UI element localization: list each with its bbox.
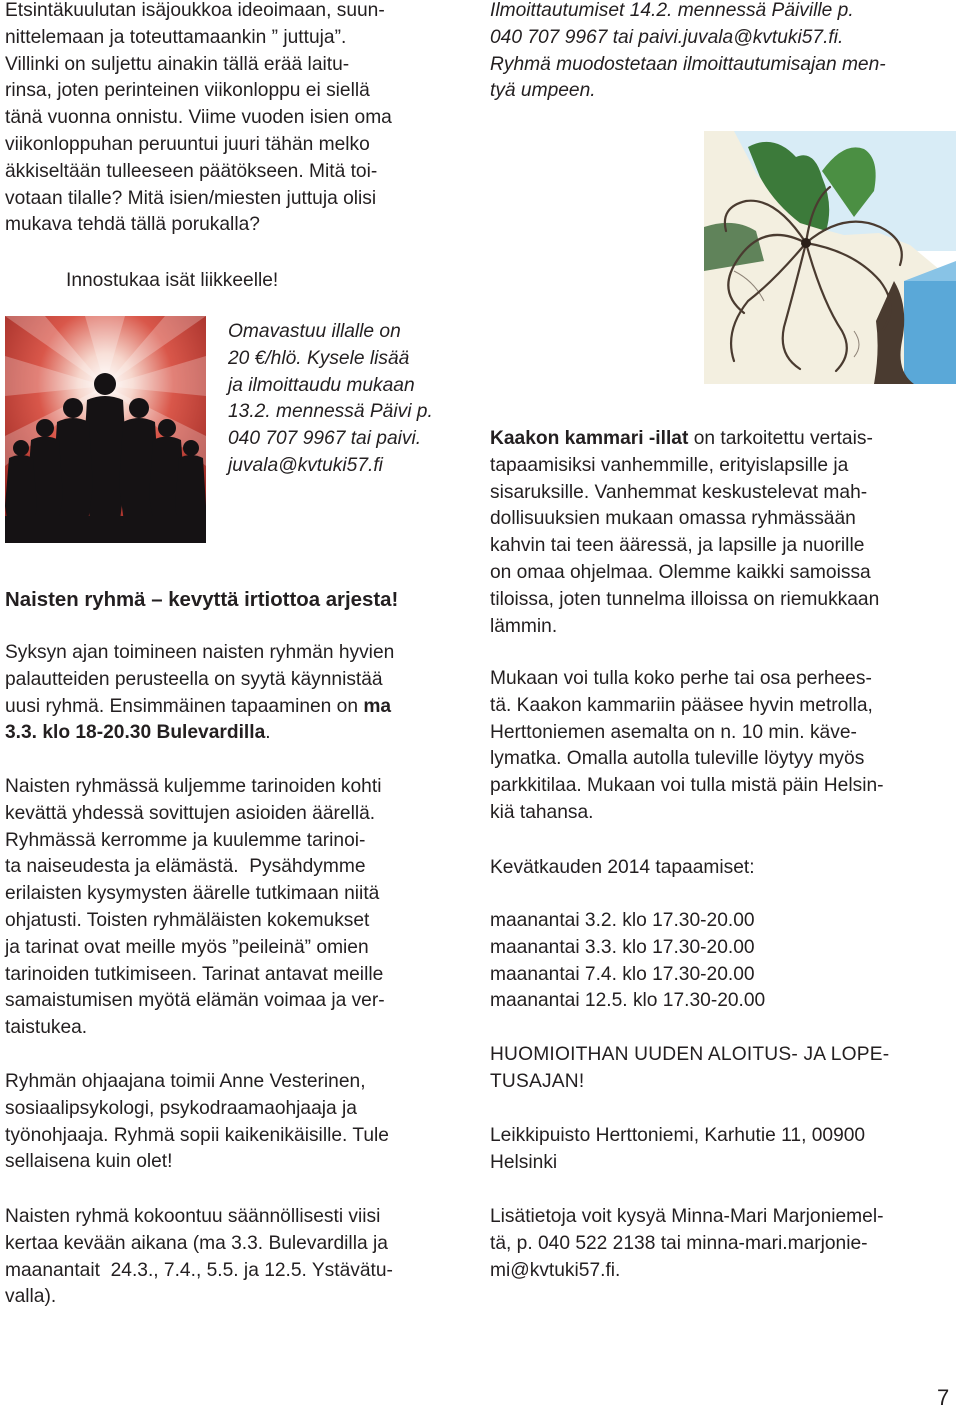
text-line: työnohjaaja. Ryhmä sopii kaikenikäisille. Tule	[5, 1124, 389, 1146]
text-line: on omaa ohjelmaa. Olemme kaikki samoissa	[490, 561, 871, 583]
text-line: Omavastuu illalle on	[228, 321, 401, 342]
text-line: Helsinki	[490, 1151, 558, 1173]
text-line: Villinki on suljettu ainakin tällä erää laitu-	[5, 53, 350, 75]
women-group-paragraph-1	[5, 640, 394, 747]
text-line: Ryhmä muodostetaan ilmoittautumisajan men-	[490, 53, 886, 75]
text-line: Leikkipuisto Herttoniemi, Karhutie 11, 00900	[490, 1125, 866, 1146]
schedule-item: maanantai 3.2. klo 17.30-20.00	[490, 910, 755, 931]
fathers-evening-info	[228, 319, 433, 480]
text-line: mukava tehdä tällä porukalla?	[5, 214, 260, 236]
text-line: tiloissa, joten tunnelma illoissa on riemukkaan	[490, 588, 880, 610]
text-line: dollisuuksien mukaan omassa ryhmässään	[490, 508, 856, 530]
text-line: palautteiden perusteella on syytä käynnistää	[5, 668, 383, 690]
text-line: TUSAJAN!	[490, 1070, 585, 1092]
text-line: Herttoniemen asemalta on n. 10 min. käve-	[490, 721, 857, 743]
text-line: tapaamisiksi vanhemmille, erityislapsille ja	[490, 454, 849, 476]
octopus-cliff-illustration	[704, 131, 956, 384]
women-group-paragraph-4	[5, 1204, 393, 1311]
address	[490, 1123, 865, 1177]
intro-paragraph	[5, 0, 392, 239]
women-group-heading: Naisten ryhmä – kevyttä irtiottoa arjesta!	[5, 589, 399, 611]
kaakon-kammari-paragraph	[490, 426, 879, 640]
text-span: on tarkoitettu vertais-	[688, 428, 873, 449]
first-meeting-day: ma	[363, 695, 392, 717]
text-line: tyä umpeen.	[490, 80, 596, 102]
text-line: votaan tilalle? Mitä isien/miesten juttuja olisi	[5, 187, 377, 209]
text-line: 20 €/hlö. Kysele lisää	[228, 347, 410, 369]
schedule-list	[490, 908, 765, 1015]
schedule-item: maanantai 7.4. klo 17.30-20.00	[490, 963, 755, 985]
text-line	[5, 694, 394, 721]
text-line: Ilmoittautumiset 14.2. mennessä Päiville p.	[490, 0, 854, 21]
text-line	[490, 426, 879, 453]
text-line: lymatka. Omalla autolla tuleville löytyy myös	[490, 748, 865, 770]
schedule-item: maanantai 12.5. klo 17.30-20.00	[490, 990, 766, 1012]
text-line: Etsintäkuulutan isäjoukkoa ideoimaan, suun-	[5, 0, 385, 21]
text-line: tä. Kaakon kammariin pääsee hyvin metrolla,	[490, 694, 873, 716]
text-line: juvala@kvtuki57.fi	[228, 454, 383, 476]
text-line: rinsa, joten perinteinen viikonloppu ei siellä	[5, 80, 370, 102]
text-line: ja ilmoittaudu mukaan	[228, 374, 415, 396]
text-line: maanantait 24.3., 7.4., 5.5. ja 12.5. Ystävätu-	[5, 1259, 393, 1281]
kaakon-kammari-title: Kaakon kammari -illat	[490, 428, 689, 449]
text-line: tä, p. 040 522 2138 tai minna-mari.marjonie-	[490, 1232, 868, 1254]
text-line: Naisten ryhmässä kuljemme tarinoiden kohti	[5, 776, 382, 797]
text-line: Naisten ryhmä kokoontuu säännöllisesti viisi	[5, 1206, 381, 1227]
text-line	[5, 720, 394, 747]
text-line: Ryhmän ohjaajana toimii Anne Vesterinen,	[5, 1071, 366, 1092]
text-line: 040 707 9967 tai paivi.	[228, 428, 422, 450]
text-line: äkkiseltään tulleeseen päätökseen. Mitä toi-	[5, 160, 378, 182]
text-line: erilaisten kysymysten äärelle tutkimaan niitä	[5, 883, 380, 905]
schedule-item: maanantai 3.3. klo 17.30-20.00	[490, 936, 755, 958]
text-line: ta naiseudesta ja elämästä. Pysähdymme	[5, 856, 366, 878]
text-line: kahvin tai teen ääressä, ja lapsille ja nuorille	[490, 535, 865, 557]
text-line: lämmin.	[490, 615, 558, 637]
registration-info	[490, 0, 886, 105]
text-line: sisaruksille. Vanhemmat keskustelevat mah-	[490, 481, 868, 503]
text-line: Mukaan voi tulla koko perhe tai osa perhees-	[490, 668, 872, 689]
family-paragraph	[490, 666, 884, 827]
crowd-silhouette-image	[5, 316, 206, 543]
text-span: .	[265, 722, 271, 744]
text-line: Syksyn ajan toimineen naisten ryhmän hyvien	[5, 642, 395, 663]
text-line: parkkitilaa. Mukaan voi tulla mistä päin Helsin-	[490, 775, 884, 797]
text-line: kiä tahansa.	[490, 801, 594, 823]
text-line: ja tarinat ovat meille myös ”peileinä” omien	[5, 936, 369, 958]
schedule-title: Kevätkauden 2014 tapaamiset:	[490, 857, 755, 878]
text-line: 13.2. mennessä Päivi p.	[228, 401, 433, 423]
first-meeting-time-place: 3.3. klo 18-20.30 Bulevardilla	[5, 722, 266, 744]
text-line: sosiaalipsykologi, psykodraamaohjaaja ja	[5, 1097, 357, 1119]
women-group-paragraph-2	[5, 774, 385, 1042]
text-span: uusi ryhmä. Ensimmäinen tapaaminen on	[5, 695, 364, 717]
women-group-paragraph-3	[5, 1069, 389, 1176]
text-line: tarinoiden tutkimiseen. Tarinat antavat meille	[5, 963, 384, 985]
text-line: nittelemaan ja toteuttamaankin ” juttuja”.	[5, 26, 347, 48]
text-line: 040 707 9967 tai paivi.juvala@kvtuki57.fi.	[490, 26, 844, 48]
cheer-line: Innostukaa isät liikkeelle!	[66, 270, 279, 291]
text-line: Ryhmässä kerromme ja kuulemme tarinoi-	[5, 829, 366, 851]
time-change-notice	[490, 1042, 889, 1096]
text-line: sellaisena kuin olet!	[5, 1151, 173, 1173]
text-line: Lisätietoja voit kysyä Minna-Mari Marjoniemel-	[490, 1206, 884, 1227]
text-line: kertaa kevään aikana (ma 3.3. Bulevardilla ja	[5, 1232, 388, 1254]
text-line: taistukea.	[5, 1017, 88, 1039]
text-line: valla).	[5, 1286, 57, 1308]
text-line: HUOMIOITHAN UUDEN ALOITUS- JA LOPE-	[490, 1044, 890, 1065]
contact-info	[490, 1204, 883, 1284]
text-line: kevättä yhdessä sovittujen asioiden äärellä.	[5, 802, 376, 824]
page-number: 7	[937, 1385, 950, 1410]
text-line: ohjatusti. Toisten ryhmäläisten kokemukset	[5, 909, 370, 931]
text-line: mi@kvtuki57.fi.	[490, 1259, 621, 1281]
text-line: viikonloppuhan peruuntui juuri tähän melko	[5, 133, 370, 155]
text-line: tänä vuonna onnistu. Viime vuoden isien oma	[5, 107, 392, 129]
text-line: samaistumisen myötä elämän voimaa ja ver-	[5, 990, 385, 1012]
